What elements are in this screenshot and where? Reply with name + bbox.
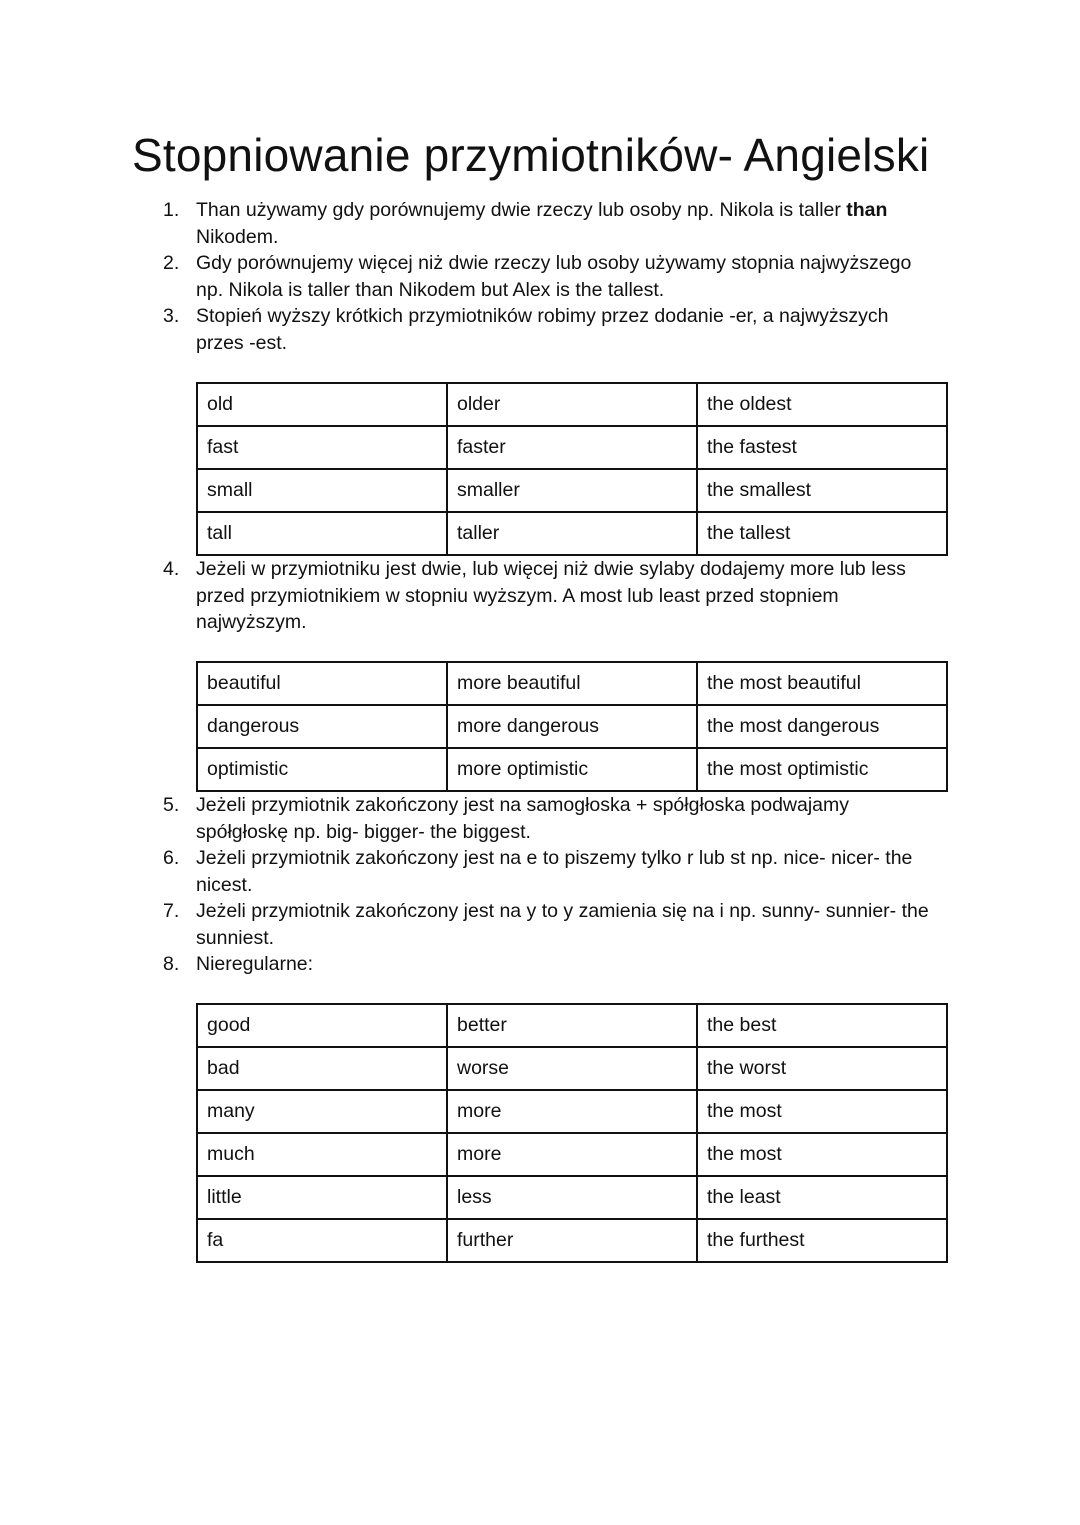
table-row: [197, 1090, 947, 1133]
rule-number: 7.: [163, 900, 180, 922]
rule-item-8: [0, 951, 1080, 978]
rule-text: Gdy porównujemy więcej niż dwie rzeczy lub osoby używamy stopnia najwyższego np. Nikola is taller than Nikodem but Alex is the tallest.: [196, 252, 912, 301]
table-cell: the worst: [697, 1047, 947, 1090]
rule-text: Nieregularne:: [196, 953, 314, 975]
rule-text: Jeżeli przymiotnik zakończony jest na e to piszemy tylko r lub st np. nice- nicer- the nicest.: [196, 847, 913, 896]
rule-item-7: [0, 898, 1080, 951]
rule-number: 3.: [163, 305, 180, 327]
rules-list-1: [0, 197, 1080, 356]
rule-text: Stopień wyższy krótkich przymiotników robimy przez dodanie -er, a najwyższych przes -est.: [196, 305, 889, 354]
irregular-adjectives-table: [196, 1003, 948, 1263]
rule-text: Jeżeli w przymiotniku jest dwie, lub więcej niż dwie sylaby dodajemy more lub less przed przymiotnikiem w stopniu wyższym. A most lub least przed stopniem najwyższym.: [196, 558, 906, 633]
table-row: [197, 705, 947, 748]
rule-item-1: [0, 197, 1080, 250]
rule-number: 4.: [163, 558, 180, 580]
irregular-adjectives-body: [197, 1004, 947, 1262]
table-cell: worse: [447, 1047, 697, 1090]
short-adjectives-table: [196, 382, 948, 556]
table-cell: little: [197, 1176, 447, 1219]
rules-list-3: [0, 792, 1080, 978]
table-cell: further: [447, 1219, 697, 1262]
table-cell: older: [447, 383, 697, 426]
bold-word: than: [846, 199, 888, 221]
rules-list-2: [0, 556, 1080, 636]
table-cell: taller: [447, 512, 697, 555]
table-cell: the most: [697, 1090, 947, 1133]
table-cell: the fastest: [697, 426, 947, 469]
rule-text: Jeżeli przymiotnik zakończony jest na y to y zamienia się na i np. sunny- sunnier- the sunniest.: [196, 900, 929, 949]
long-adjectives-table: [196, 661, 948, 792]
table-cell: the most: [697, 1133, 947, 1176]
short-adjectives-body: [197, 383, 947, 555]
rule-number: 1.: [163, 199, 180, 221]
table-cell: less: [447, 1176, 697, 1219]
table-cell: the most optimistic: [697, 748, 947, 791]
table-cell: more beautiful: [447, 662, 697, 705]
table-row: [197, 512, 947, 555]
table-cell: the oldest: [697, 383, 947, 426]
long-adjectives-body: [197, 662, 947, 791]
rule-text: Than używamy gdy porównujemy dwie rzeczy lub osoby np. Nikola is taller than Nikodem.: [196, 199, 888, 248]
table-row: [197, 426, 947, 469]
rule-item-2: [0, 250, 1080, 303]
rule-item-6: [0, 845, 1080, 898]
table-row: [197, 383, 947, 426]
table-cell: much: [197, 1133, 447, 1176]
table-cell: the most dangerous: [697, 705, 947, 748]
rule-text: Jeżeli przymiotnik zakończony jest na samogłoska + spółgłoska podwajamy spółgłoskę np. big- bigger- the biggest.: [196, 794, 850, 843]
table-cell: smaller: [447, 469, 697, 512]
table-cell: fa: [197, 1219, 447, 1262]
table-cell: the tallest: [697, 512, 947, 555]
table-cell: the smallest: [697, 469, 947, 512]
rule-number: 2.: [163, 252, 180, 274]
table-row: [197, 1133, 947, 1176]
rule-item-3: [0, 303, 1080, 356]
table-cell: the furthest: [697, 1219, 947, 1262]
table-cell: old: [197, 383, 447, 426]
table-row: [197, 748, 947, 791]
table-row: [197, 1219, 947, 1262]
rule-number: 6.: [163, 847, 180, 869]
table-cell: more: [447, 1133, 697, 1176]
table-cell: optimistic: [197, 748, 447, 791]
rule-item-5: [0, 792, 1080, 845]
table-cell: faster: [447, 426, 697, 469]
table-cell: many: [197, 1090, 447, 1133]
table-cell: the most beautiful: [697, 662, 947, 705]
page-title: Stopniowanie przymiotników- Angielski: [132, 129, 930, 181]
table-row: [197, 1047, 947, 1090]
rule-item-4: [0, 556, 1080, 636]
table-cell: dangerous: [197, 705, 447, 748]
table-cell: small: [197, 469, 447, 512]
table-cell: fast: [197, 426, 447, 469]
rule-number: 5.: [163, 794, 180, 816]
table-cell: good: [197, 1004, 447, 1047]
table-row: [197, 469, 947, 512]
table-cell: more optimistic: [447, 748, 697, 791]
table-row: [197, 1176, 947, 1219]
table-cell: beautiful: [197, 662, 447, 705]
table-cell: the least: [697, 1176, 947, 1219]
table-cell: better: [447, 1004, 697, 1047]
table-cell: the best: [697, 1004, 947, 1047]
rule-number: 8.: [163, 953, 180, 975]
table-cell: more: [447, 1090, 697, 1133]
table-cell: bad: [197, 1047, 447, 1090]
table-cell: tall: [197, 512, 447, 555]
table-row: [197, 662, 947, 705]
table-cell: more dangerous: [447, 705, 697, 748]
table-row: [197, 1004, 947, 1047]
